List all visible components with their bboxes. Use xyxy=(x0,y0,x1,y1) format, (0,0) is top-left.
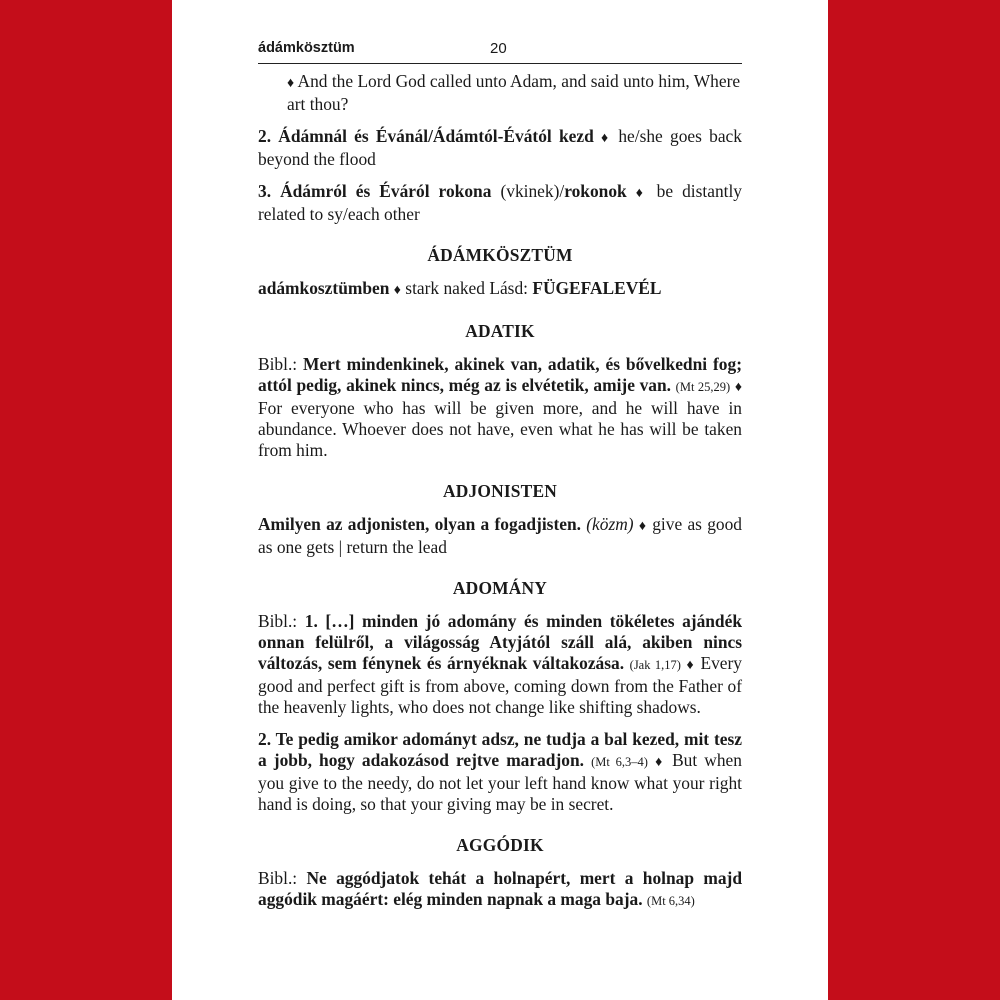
idiom-text-variant: rokonok xyxy=(564,181,627,201)
page-number: 20 xyxy=(490,40,507,57)
usage-tag: (közm) xyxy=(586,514,634,534)
idiom-text: Amilyen az adjonisten, olyan a fogadjisten. xyxy=(258,514,581,534)
see-also-label: Lásd: xyxy=(489,278,528,298)
idiom-text: adámkosztümben xyxy=(258,278,390,298)
entry-adomany-2 xyxy=(258,729,742,815)
diamond-icon: ♦ xyxy=(601,131,612,146)
headword-adamkosztum: ÁDÁMKÖSZTÜM xyxy=(427,245,573,265)
diamond-icon: ♦ xyxy=(393,283,401,298)
translation-text: he/she goes back beyond the flood xyxy=(258,126,742,169)
diamond-icon: ♦ xyxy=(638,519,647,534)
headword-aggodik: AGGÓDIK xyxy=(456,835,544,855)
entry-adam-quote xyxy=(258,71,742,115)
bibl-label: Bibl.: xyxy=(258,354,298,374)
quote-text: 1. […] minden jó adomány és minden tökéletes ajándék onnan felülről, a világosság Atyjától száll alá, akiben nincs változás, sem fénynek és árnyéknak váltakozása. xyxy=(258,611,742,673)
diamond-icon: ♦ xyxy=(734,380,742,395)
entry-adjonisten xyxy=(258,514,742,558)
bible-reference: (Mt 6,3–4) xyxy=(591,755,648,769)
entry-adomany-1 xyxy=(258,611,742,718)
diamond-icon: ♦ xyxy=(655,755,665,770)
bibl-label: Bibl.: xyxy=(258,868,298,888)
translation-text: Every good and perfect gift is from above, coming down from the Father of the heavenly lights, who does not change like shifting shadows. xyxy=(258,653,742,717)
translation-text: be distantly related to sy/each other xyxy=(258,181,743,224)
page-content xyxy=(258,71,742,923)
translation-text: give as good as one gets | return the lead xyxy=(258,514,742,557)
translation-text: For everyone who has will be given more, and he will have in abundance. Whoever does not have, even what he has will be taken from him. xyxy=(258,398,742,460)
entry-adamkosztum xyxy=(258,278,742,301)
header-rule xyxy=(258,63,742,64)
bibl-label: Bibl.: xyxy=(258,611,298,631)
book-page xyxy=(172,0,828,1000)
entry-adatik xyxy=(258,354,742,461)
translation-text: And the Lord God called unto Adam, and said unto him, Where art thou? xyxy=(287,71,741,114)
diamond-icon: ♦ xyxy=(287,76,295,91)
entry-aggodik xyxy=(258,868,742,912)
headword-adomany: ADOMÁNY xyxy=(452,578,548,598)
see-also-ref: FÜGEFALEVÉL xyxy=(532,278,662,298)
idiom-object: (vkinek)/ xyxy=(500,181,565,201)
idiom-text: 2. Ádámnál és Évánál/Ádámtól-Évától kezd xyxy=(258,126,594,146)
quote-text: Ne aggódjatok tehát a holnapért, mert a holnap majd aggódik magáért: elég minden napnak a maga baja. xyxy=(258,868,742,909)
diamond-icon: ♦ xyxy=(686,658,695,673)
idiom-text: 3. Ádámról és Éváról rokona xyxy=(258,181,492,201)
bible-reference: (Mt 6,34) xyxy=(646,894,695,908)
headword-adatik: ADATIK xyxy=(465,321,535,341)
quote-text: 2. Te pedig amikor adományt adsz, ne tudja a bal kezed, mit tesz a jobb, hogy adakozásod rejtve maradjon. xyxy=(258,729,742,770)
entry-adam-3 xyxy=(258,181,742,225)
bible-reference: (Jak 1,17) xyxy=(629,658,681,672)
bible-reference: (Mt 25,29) xyxy=(675,380,731,394)
translation-text: stark naked xyxy=(405,278,485,298)
translation-text: But when you give to the needy, do not let your left hand know what your right hand is doing, so that your giving may be in secret. xyxy=(258,750,742,814)
quote-text: Mert mindenkinek, akinek van, adatik, és bővelkedni fog; attól pedig, akinek nincs, még az is elvétetik, amije van. xyxy=(258,354,742,395)
headword-adjonisten: ADJONISTEN xyxy=(442,481,558,501)
running-head: ádámkösztüm xyxy=(258,40,355,56)
entry-adam-2 xyxy=(258,126,742,170)
diamond-icon: ♦ xyxy=(635,186,648,201)
